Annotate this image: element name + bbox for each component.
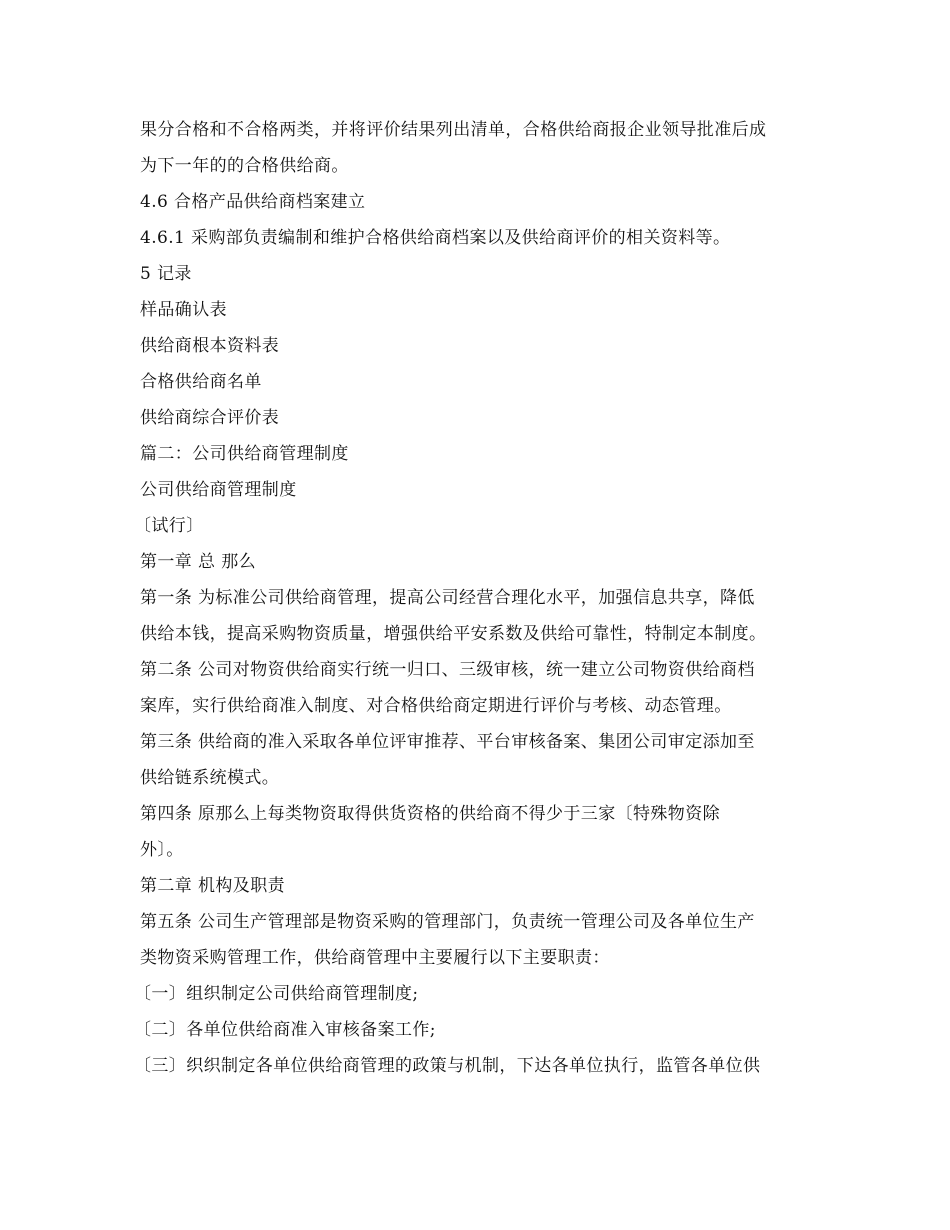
article-4-line-2: 外〕。: [140, 840, 184, 860]
chapter-two-heading: 第二章 机构及职责: [140, 876, 286, 896]
document-body: [134, 112, 820, 1084]
article-1-line-1: 第一条 为标准公司供给商管理，提高公司经营合理化水平，加强信息共享，降低: [140, 588, 755, 608]
article-5-line-2: 类物资采购管理工作，供给商管理中主要履行以下主要职责：: [140, 948, 610, 968]
article-3-line-2: 供给链系统模式。: [140, 768, 280, 788]
record-item-2: 供给商根本资料表: [140, 336, 280, 356]
chapter-one-heading: 第一章 总 那么: [140, 552, 257, 572]
body-line-2: 为下一年的的合格供给商。: [140, 156, 349, 176]
article-3-line-1: 第三条 供给商的准入采取各单位评审推荐、平台审核备案、集团公司审定添加至: [140, 732, 755, 752]
record-item-3: 合格供给商名单: [140, 372, 262, 392]
article-5-line-1: 第五条 公司生产管理部是物资采购的管理部门，负责统一管理公司及各单位生产: [140, 912, 755, 932]
article-1-line-2: 供给本钱，提高采购物资质量，增强供给平安系数及供给可靠性，特制定本制度。: [140, 624, 767, 644]
duty-item-1: 〔一〕组织制定公司供给商管理制度;: [134, 984, 419, 1004]
part-two-heading: 篇二：公司供给商管理制度: [140, 444, 349, 464]
article-2-line-2: 案库，实行供给商准入制度、对合格供给商定期进行评价与考核、动态管理。: [140, 696, 732, 716]
record-item-1: 样品确认表: [140, 300, 227, 320]
record-item-4: 供给商综合评价表: [140, 408, 280, 428]
article-2-line-1: 第二条 公司对物资供给商实行统一归口、三级审核，统一建立公司物资供给商档: [140, 660, 755, 680]
duty-item-3: 〔三〕织织制定各单位供给商管理的政策与机制，下达各单位执行，监管各单位供: [134, 1056, 761, 1076]
section-heading-4-6: 4.6 合格产品供给商档案建立: [140, 192, 366, 212]
regulation-trial-note: 〔试行〕: [134, 516, 204, 536]
body-line-1: 果分合格和不合格两类，并将评价结果列出清单，合格供给商报企业领导批准后成: [140, 120, 767, 140]
section-heading-5: 5 记录: [140, 264, 192, 284]
clause-4-6-1: 4.6.1 采购部负责编制和维护合格供给商档案以及供给商评价的相关资料等。: [140, 228, 731, 248]
duty-item-2: 〔二〕各单位供给商准入审核备案工作;: [134, 1020, 436, 1040]
article-4-line-1: 第四条 原那么上每类物资取得供货资格的供给商不得少于三家〔特殊物资除: [140, 804, 721, 824]
regulation-title: 公司供给商管理制度: [140, 480, 297, 500]
